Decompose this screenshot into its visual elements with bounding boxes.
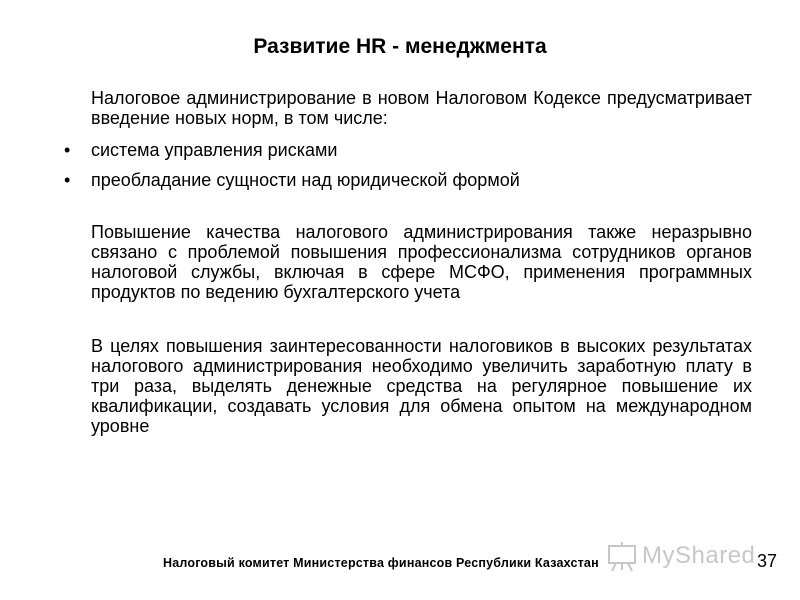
bullet-item: [60, 140, 752, 160]
slide-title: Развитие HR - менеджмента: [253, 35, 547, 58]
watermark-text: MyShared: [642, 542, 756, 569]
paragraph-quality: Повышение качества налогового администрирования также неразрывно связано с проблемой повышения профессионализма сотрудников органов налоговой службы, включая в сфере МСФО, применения программных продуктов по ведению бухгалтерского учета: [91, 222, 752, 302]
bullet-icon: •: [64, 140, 71, 160]
bullet-text: преобладание сущности над юридической формой: [91, 170, 520, 190]
bullet-item: [60, 170, 752, 190]
watermark: [606, 540, 756, 572]
bullet-list: [60, 140, 752, 190]
presentation-board-icon: [606, 540, 640, 572]
footer-text: Налоговый комитет Министерства финансов Республики Казахстан: [163, 556, 599, 570]
page-number: 37: [757, 551, 778, 571]
intro-paragraph: Налоговое администрирование в новом Налоговом Кодексе предусматривает введение новых норм, в том числе:: [91, 88, 752, 128]
paragraph-salary: В целях повышения заинтересованности налоговиков в высоких результатах налогового администрирования необходимо увеличить заработную плату в три раза, выделять денежные средства на регулярное повышение их квалификации, создавать условия для обмена опытом на международном уровне: [91, 336, 752, 436]
bullet-icon: •: [64, 170, 71, 190]
slide-content: [60, 88, 752, 436]
bullet-text: система управления рисками: [91, 140, 338, 160]
